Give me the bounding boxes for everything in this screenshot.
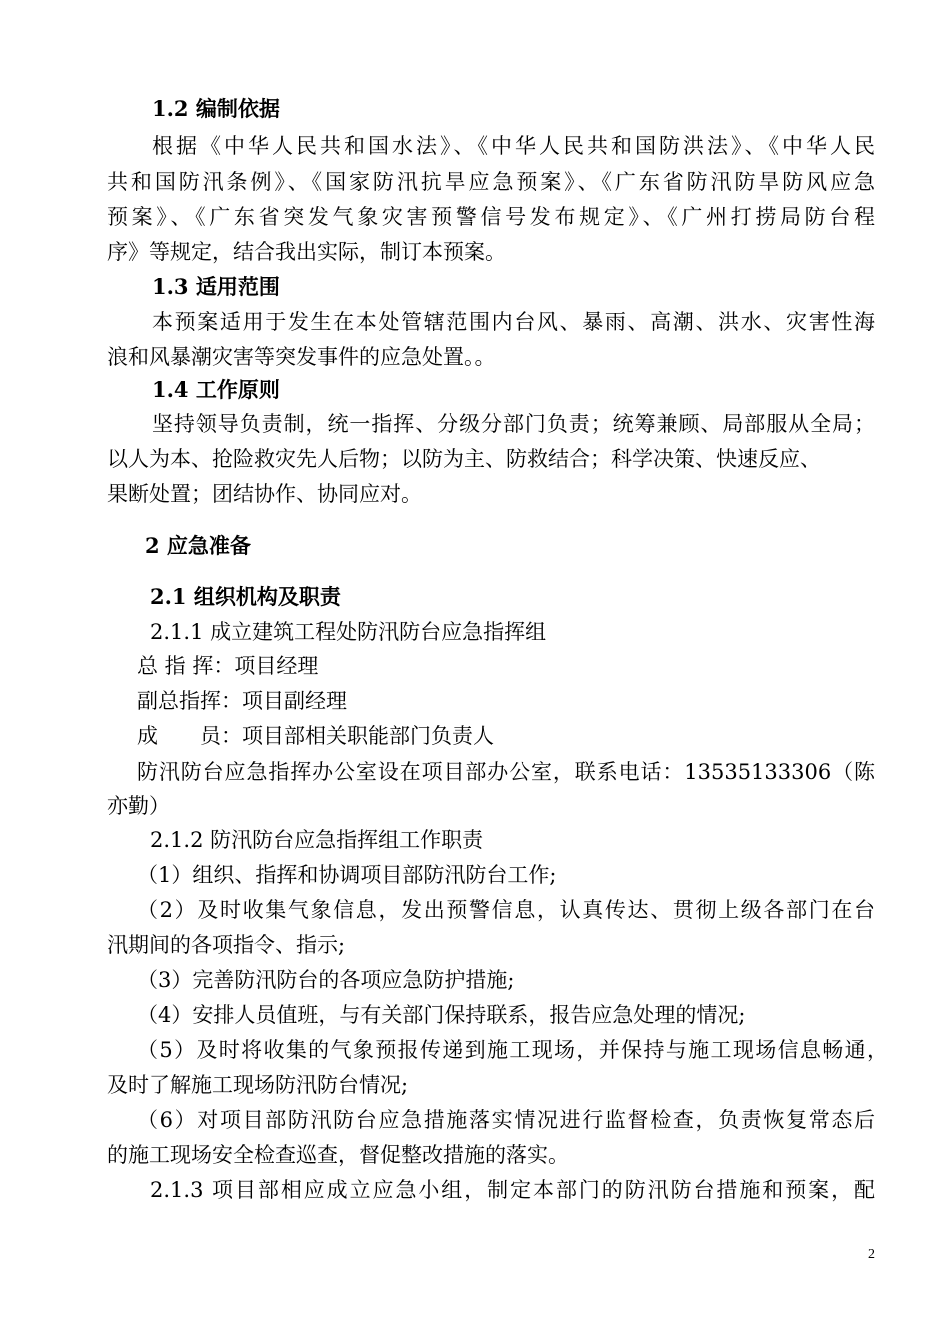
subheading-2-1-3: 2.1.3 项目部相应成立应急小组，制定本部门的防汛防台措施和预案，配 (150, 1178, 875, 1202)
paragraph-line: 果断处置；团结协作、协同应对。 (107, 482, 422, 506)
office-line: 防汛防台应急指挥办公室设在项目部办公室，联系电话：13535133306（陈 (137, 760, 875, 784)
heading-1-3: 1.3 适用范围 (152, 274, 280, 299)
duty-item: （4）安排人员值班，与有关部门保持联系，报告应急处理的情况; (137, 1003, 746, 1027)
duty-item: （3）完善防汛防台的各项应急防护措施; (137, 968, 515, 992)
paragraph-line: 以人为本、抢险救灾先人后物；以防为主、防救结合；科学决策、快速反应、 (107, 447, 821, 471)
member-line: 总 指 挥：项目经理 (137, 654, 319, 678)
heading-2: 2 应急准备 (145, 533, 251, 558)
paragraph-line: 浪和风暴潮灾害等突发事件的应急处置。。 (107, 345, 496, 369)
member-line: 副总指挥：项目副经理 (137, 689, 347, 713)
duty-item: 汛期间的各项指令、指示; (107, 933, 346, 957)
paragraph-line: 预案》、《广东省突发气象灾害预警信号发布规定》、《广州打捞局防台程 (107, 205, 875, 229)
paragraph-line: 共和国防汛条例》、《国家防汛抗旱应急预案》、《广东省防汛防旱防风应急 (107, 170, 875, 194)
heading-1-4: 1.4 工作原则 (152, 377, 280, 402)
member-line: 成 员：项目部相关职能部门负责人 (137, 724, 494, 748)
page-number: 2 (868, 1247, 875, 1262)
paragraph-line: 序》等规定，结合我出实际，制订本预案。 (107, 240, 506, 264)
office-line: 亦勤） (107, 794, 170, 818)
duty-item: （6）对项目部防汛防台应急措施落实情况进行监督检查，负责恢复常态后 (137, 1108, 875, 1132)
duty-item: （2）及时收集气象信息，发出预警信息，认真传达、贯彻上级各部门在台 (137, 898, 875, 922)
heading-1-2: 1.2 编制依据 (152, 96, 280, 121)
heading-2-1: 2.1 组织机构及职责 (150, 584, 341, 609)
duty-item: 及时了解施工现场防汛防台情况; (107, 1073, 409, 1097)
subheading-2-1-1: 2.1.1 成立建筑工程处防汛防台应急指挥组 (150, 620, 547, 644)
duty-item: 的施工现场安全检查巡查，督促整改措施的落实。 (107, 1143, 569, 1167)
subheading-2-1-2: 2.1.2 防汛防台应急指挥组工作职责 (150, 828, 484, 852)
paragraph-line: 坚持领导负责制，统一指挥、分级分部门负责；统筹兼顾、局部服从全局； (152, 412, 875, 436)
paragraph-line: 根据《中华人民共和国水法》、《中华人民共和国防洪法》、《中华人民 (152, 134, 875, 158)
duty-item: （5）及时将收集的气象预报传递到施工现场，并保持与施工现场信息畅通， (137, 1038, 888, 1062)
duty-item: （1）组织、指挥和协调项目部防汛防台工作; (137, 863, 557, 887)
paragraph-line: 本预案适用于发生在本处管辖范围内台风、暴雨、高潮、洪水、灾害性海 (152, 310, 875, 334)
